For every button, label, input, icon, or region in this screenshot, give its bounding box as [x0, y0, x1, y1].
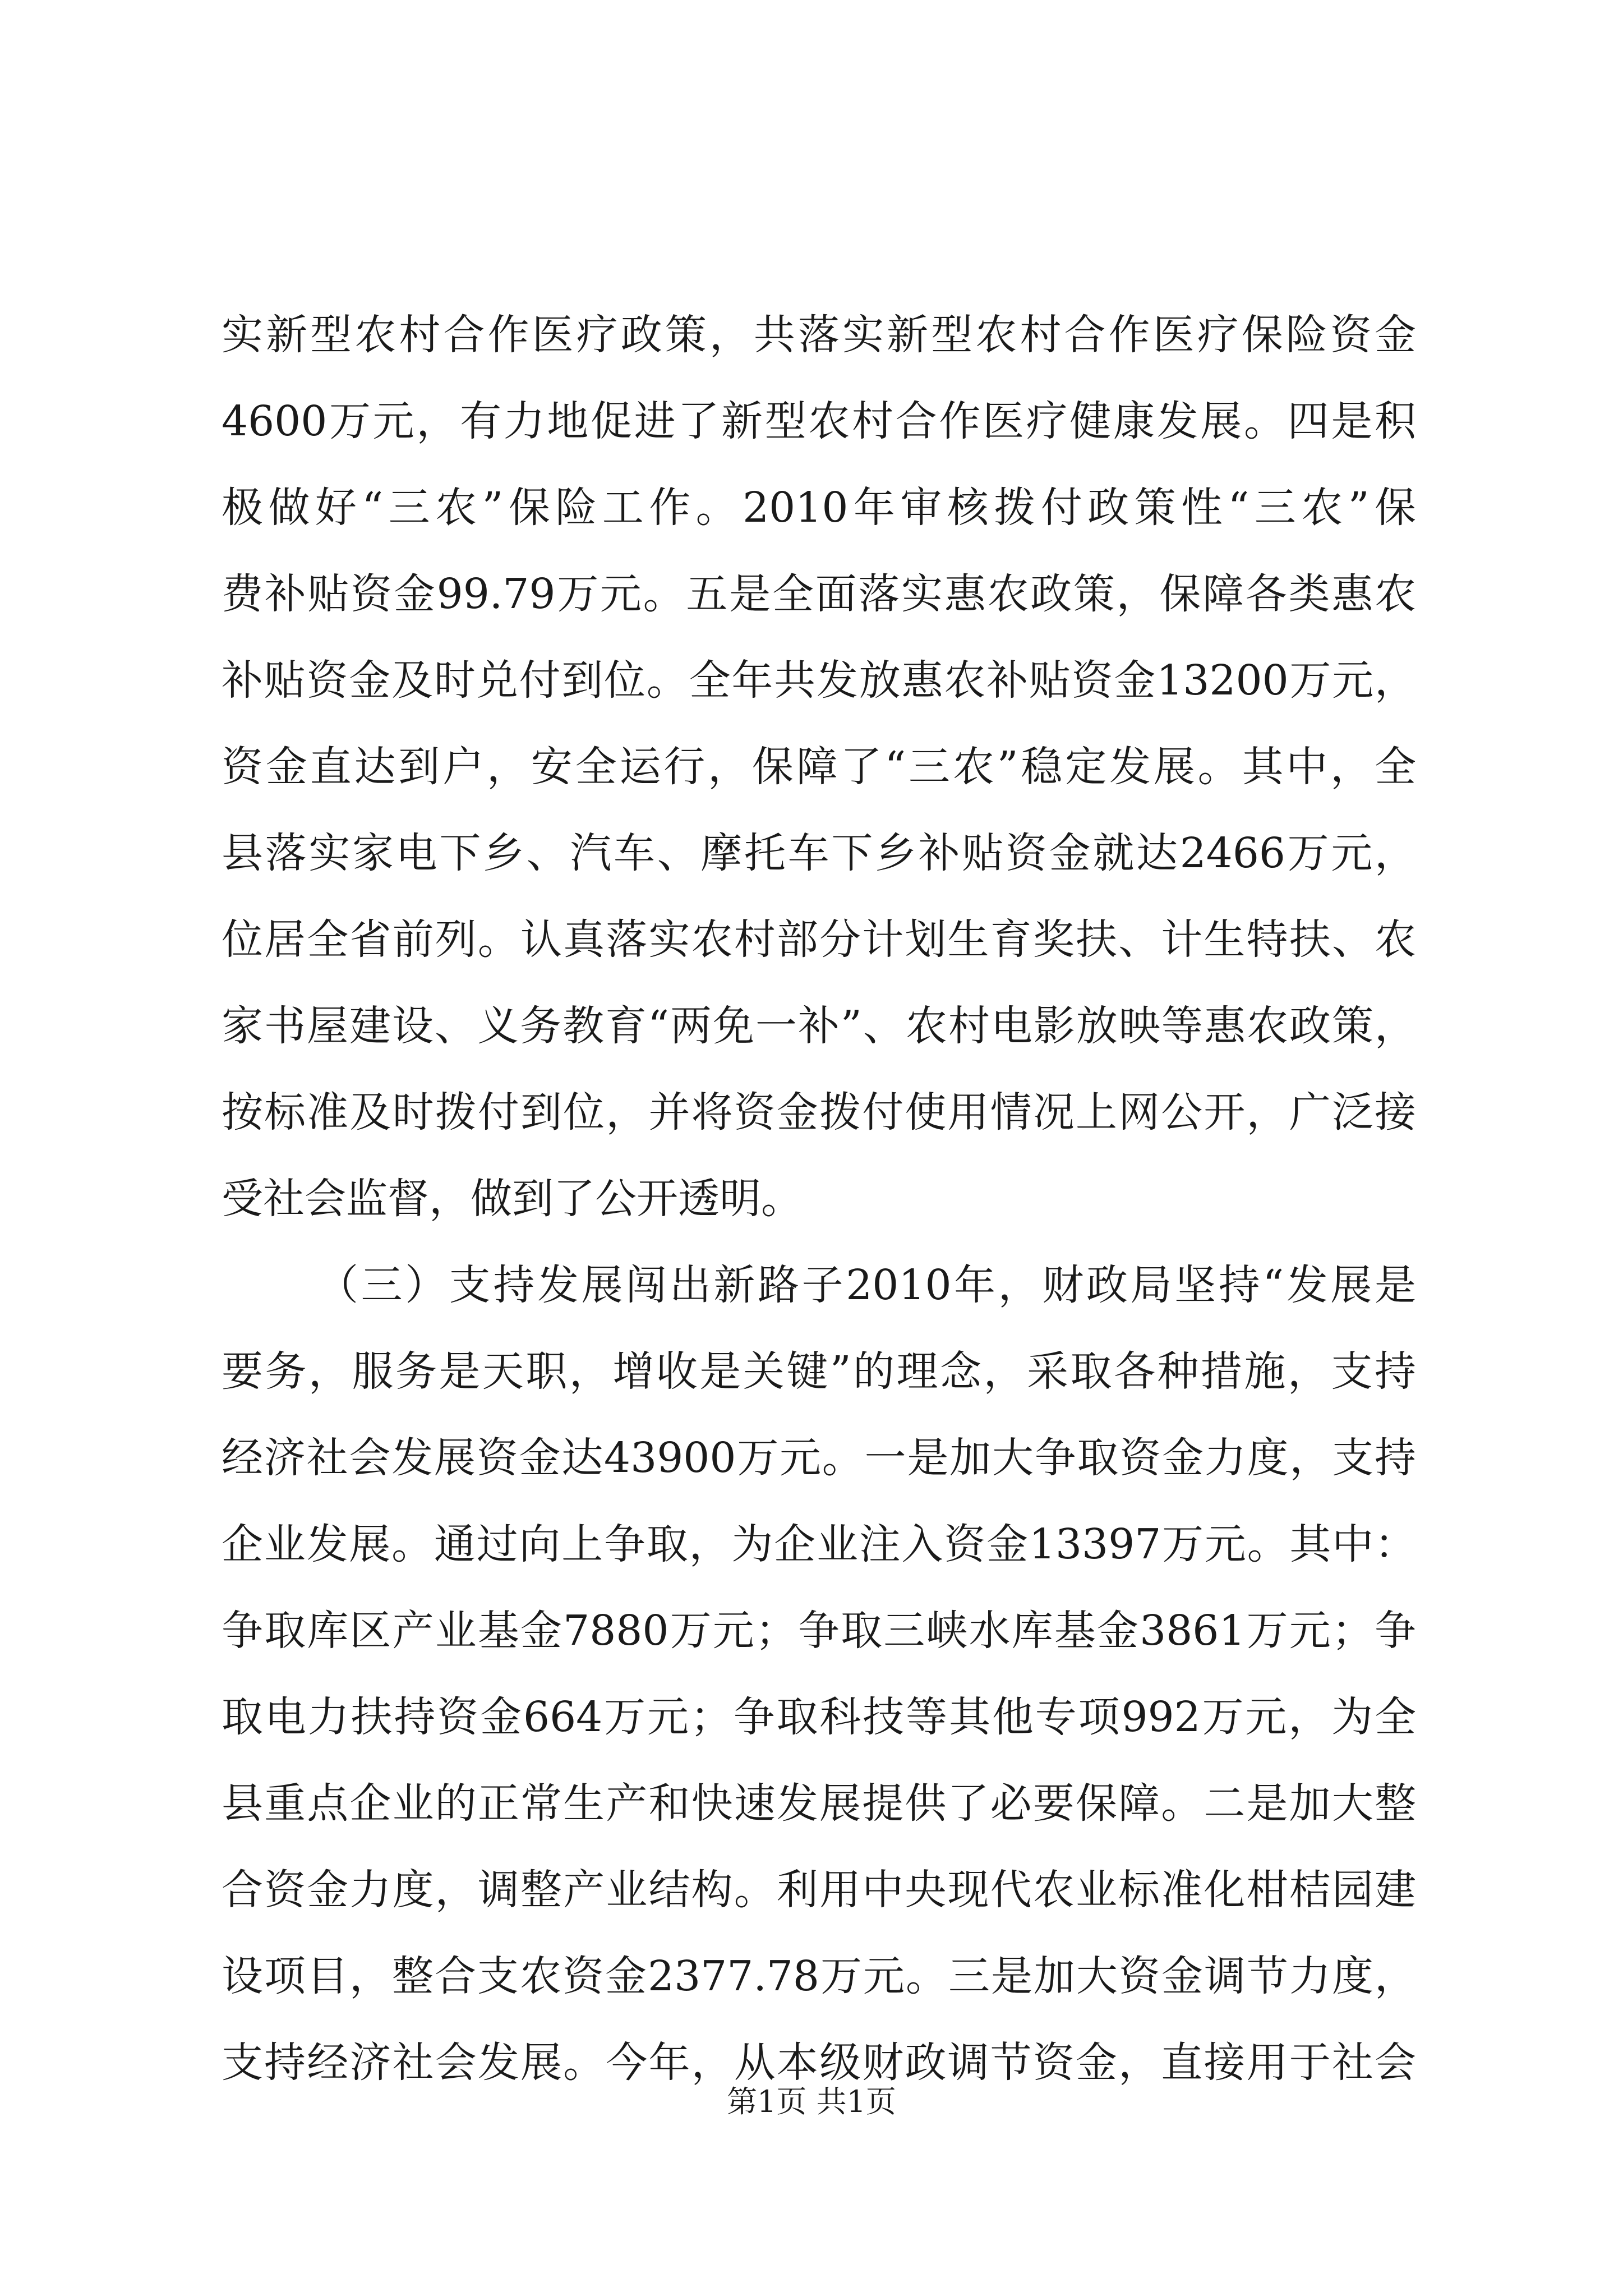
text-line: 资金直达到户，安全运行，保障了“三农”稳定发展。其中，全 — [222, 743, 1416, 791]
body-text — [222, 292, 1416, 2106]
section-heading-line: （三）支持发展闯出新路子2010年，财政局坚持“发展是 — [317, 1261, 1416, 1309]
text-line: 县落实家电下乡、汽车、摩托车下乡补贴资金就达2466万元， — [222, 829, 1416, 877]
text-line: 争取库区产业基金7880万元；争取三峡水库基金3861万元；争 — [222, 1607, 1416, 1655]
text-line: 4600万元，有力地促进了新型农村合作医疗健康发展。四是积 — [222, 397, 1416, 445]
text-line: 实新型农村合作医疗政策，共落实新型农村合作医疗保险资金 — [222, 311, 1416, 359]
text-line: 位居全省前列。认真落实农村部分计划生育奖扶、计生特扶、农 — [222, 915, 1416, 964]
text-line: 经济社会发展资金达43900万元。一是加大争取资金力度，支持 — [222, 1434, 1416, 1482]
text-line: 取电力扶持资金664万元；争取科技等其他专项992万元，为全 — [222, 1693, 1416, 1741]
text-line: 合资金力度，调整产业结构。利用中央现代农业标准化柑桔园建 — [222, 1866, 1416, 1914]
text-line: 费补贴资金99.79万元。五是全面落实惠农政策，保障各类惠农 — [222, 570, 1416, 618]
text-line: 企业发展。通过向上争取，为企业注入资金13397万元。其中： — [222, 1520, 1416, 1568]
text-line-paragraph-end: 受社会监督，做到了公开透明。 — [222, 1175, 803, 1223]
text-line: 极做好“三农”保险工作。2010年审核拨付政策性“三农”保 — [222, 484, 1416, 532]
text-line: 补贴资金及时兑付到位。全年共发放惠农补贴资金13200万元， — [222, 656, 1416, 705]
text-line: 设项目，整合支农资金2377.78万元。三是加大资金调节力度， — [222, 1952, 1416, 2000]
text-line: 县重点企业的正常生产和快速发展提供了必要保障。二是加大整 — [222, 1779, 1416, 1828]
text-line: 按标准及时拨付到位，并将资金拨付使用情况上网公开，广泛接 — [222, 1088, 1416, 1137]
text-line: 支持经济社会发展。今年，从本级财政调节资金，直接用于社会 — [222, 2039, 1416, 2087]
text-line: 家书屋建设、义务教育“两免一补”、农村电影放映等惠农政策， — [222, 1002, 1416, 1050]
page-footer — [0, 2082, 1623, 2122]
text-line: 要务，服务是天职，增收是关键”的理念，采取各种措施，支持 — [222, 1347, 1416, 1396]
page-number: 第1页 共1页 — [727, 2084, 896, 2119]
